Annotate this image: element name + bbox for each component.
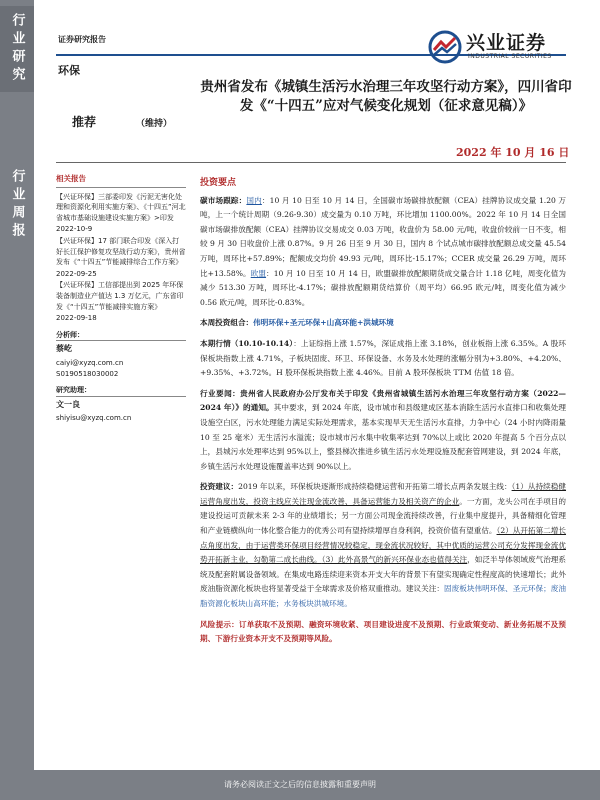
advice-line-1: （1）从持续稳健运营角度出发，投资主线应关注现金流改善、具备运营能力及相关资产的企业 — [200, 482, 567, 506]
eu-label: 欧盟 — [250, 268, 267, 278]
portfolio-paragraph — [200, 316, 566, 331]
news-text: 其中要求，到 2024 年底，设市城市和县级建成区基本消除生活污水直排口和收集处理设施空白区，污水处理能力满足实际处理需求，基本实现旱天无生活污水直排，力争中心（24 小时内降雨量 10 至 25 毫米）无生活污水溢流；设市城市污水集中收集率达到 70%以上或比 2020 年提高 5 个百分点以上，县城污水处理率达到 95%以上，整县梯次推进乡镇生活污水处理设施及配套管网建设，到 2024 年底，乡镇生活污水处理设施覆盖率达到 90%以上。 — [200, 403, 566, 471]
footer-bar — [0, 770, 600, 800]
sidebar-report-type: 行业研究 — [0, 6, 34, 92]
advice-paragraph — [200, 480, 566, 611]
assistant-name: 文一良 — [56, 399, 80, 409]
report-label: 证券研究报告 — [58, 35, 106, 44]
news-headline: 贵州省人民政府办公厅发布关于印发《贵州省城镇生活污水治理三年攻坚行动方案（2022—2024 年）》的通知。 — [200, 388, 566, 413]
advice-detail-3: ，如泛半导体领域废气治理系统及配套附属设备领域。在集成电路连续迎来资本开支大年的背景下有望实现确定性程度高的快速增长；此外废油脂资源化板块也将显著受益于全球需求及价格双重推动。建议关注： — [200, 555, 567, 594]
industry-label: 环保 — [58, 64, 80, 77]
news-label: 行业要闻： — [200, 388, 241, 398]
related-reports-heading: 相关报告 — [56, 174, 186, 188]
assistant-email[interactable]: shiyisu@xyzq.com.cn — [56, 414, 132, 423]
analyst-cert: S0190518030002 — [56, 369, 119, 378]
market-text: ：上证综指上涨 1.57%，深证成指上涨 3.18%，创业板指上涨 6.35%。A 股环保板块指数上涨 4.71%，子板块固废、环卫、环保设备、水务及水处理的涨幅分别为+3.80%、+4.20%、+9.35%、+3.72%。H 股环保板块指数上涨 4.46%。目前 A 股环保板块 TTM 估值 18 倍。 — [200, 338, 566, 378]
advice-detail-1: 。一方面，龙头公司在手项目的建设投运可贡献未来 2-3 年的业绩增长；另一方面公司现金流持续改善，行业集中度提升，具备精细化管理和产业链横纵向一体化整合能力的优秀公司有望持续增厚自身利润，投资价值有望重估。 — [200, 496, 567, 536]
left-column — [56, 174, 186, 424]
market-label: 本期行情（10.10-10.14） — [200, 338, 294, 348]
risk-label: 风险提示： — [200, 619, 239, 629]
related-report[interactable]: 【兴证环保】工信部提出到 2025 年环保装备制造业产值达 1.3 万亿元，广东省印发《“十四五”节能减排实施方案》 — [56, 281, 184, 311]
disclaimer: 请务必阅读正文之后的信息披露和重要声明 — [224, 780, 376, 789]
assistant-heading: 研究助理： — [56, 385, 186, 397]
portfolio-label: 本周投资组合： — [200, 318, 254, 328]
carbon-title: 碳市场跟踪： — [200, 195, 247, 205]
report-date: 2022 年 10 月 16 日 — [456, 146, 570, 159]
related-report[interactable]: 【兴证环保】三部委印发《污泥无害化处理和资源化利用实施方案》、《十四五”河北省城市基础设施建设实施方案》>印发 — [56, 192, 186, 222]
analyst-name: 蔡屹 — [56, 344, 72, 354]
market-paragraph — [200, 337, 566, 381]
advice-picks: 固废板块伟明环保、圣元环保；废油脂资源化板块山高环能；水务板块洪城环境。 — [200, 584, 567, 609]
risk-text: 订单获取不及预期、融资环境收紧、项目建设进度不及预期、行业政策变动、新业务拓展不及预期、下游行业资本开支不及预期等风险。 — [200, 619, 567, 644]
rating-label: 推荐 — [72, 115, 97, 129]
related-report-date: 2022-09-25 — [56, 269, 97, 278]
logo-mark-icon — [428, 30, 462, 64]
logo-name: 兴业证券 — [466, 32, 547, 54]
related-report-date: 2022-09-18 — [56, 314, 97, 323]
carbon-domestic-text: ：10 月 10 日至 10 月 14 日，全国碳市场碳排放配额（CEA）挂牌协议成交量 1.20 万吨，上一个统计周期（9.26-9.30）成交量为 0.10 万吨，环比增加 1100.00%。2022 年 10 月 14 日全国碳市场碳排放配额（CEA）挂牌协议交易成交 0.03 万吨，收盘价为 58.00 元/吨，收盘价较前一日不变，相较 9 月 30 日收盘价上涨 0.87%。9 月 26 日至 9 月 30 日，国内 8 个试点城市碳排放配额总成交量 45.54 万吨，周环比+57.89%；配额成交均价 49.93 元/吨，周环比-15.17%；CCER 成交量 26.29 万吨，周环比+13.58%。 — [200, 195, 567, 278]
portfolio-value: 伟明环保+圣元环保+山高环能+洪城环境 — [253, 318, 394, 328]
related-report[interactable]: 【兴证环保】17 部门联合印发《深入打好长江保护修复攻坚战行动方案》，贵州省发布《“十四五”节能减排综合工作方案》 — [56, 236, 186, 267]
advice-line-2: （2）从开拓第二增长点角度出发，由于运营类环保项目经营情况较稳定，现金流状况较好，其中优质的运营公司充分发挥现金流优势开拓新主业，勾勒第二成长曲线。 — [200, 526, 567, 565]
risk-paragraph — [200, 618, 566, 647]
advice-label: 投资建议： — [200, 482, 239, 492]
title-divider — [56, 162, 566, 163]
domestic-label: 国内 — [246, 195, 262, 205]
news-paragraph — [200, 387, 566, 475]
section-heading: 投资要点 — [200, 178, 237, 188]
sidebar-report-kind: 行业周报 — [9, 169, 25, 241]
carbon-market-paragraph — [200, 194, 566, 311]
analyst-heading: 分析师： — [56, 330, 186, 342]
related-report-date: 2022-10-9 — [56, 225, 93, 234]
sidebar — [0, 0, 34, 800]
company-logo — [428, 28, 568, 68]
carbon-eu-text: ：10 月 10 日至 10 月 14 日，欧盟碳排放配额期货成交量合计 1.18 亿吨，周变化值为减少 513.30 万吨，周环比-4.17%；碳排放配额期货结算价（周平均）66.95 欧元/吨，周变化值为减少 0.56 欧元/吨，周环比-0.83%。 — [200, 268, 567, 307]
logo-english: INDUSTRIAL SECURITIES — [468, 53, 552, 60]
advice-line-3: （3）此外高景气的新兴环保业态也值得关注 — [321, 555, 468, 565]
analyst-email[interactable]: caiyi@xyzq.com.cn — [56, 358, 124, 367]
rating-status: （维持） — [136, 119, 173, 129]
report-title: 贵州省发布《城镇生活污水治理三年攻坚行动方案》，四川省印发《“十四五”应对气候变化规划（征求意见稿）》 — [200, 79, 572, 114]
advice-intro: 2019 年以来，环保板块逐渐形成持续稳健运营和开拓第二增长点两条发展主线： — [238, 482, 512, 492]
main-content — [200, 176, 566, 653]
